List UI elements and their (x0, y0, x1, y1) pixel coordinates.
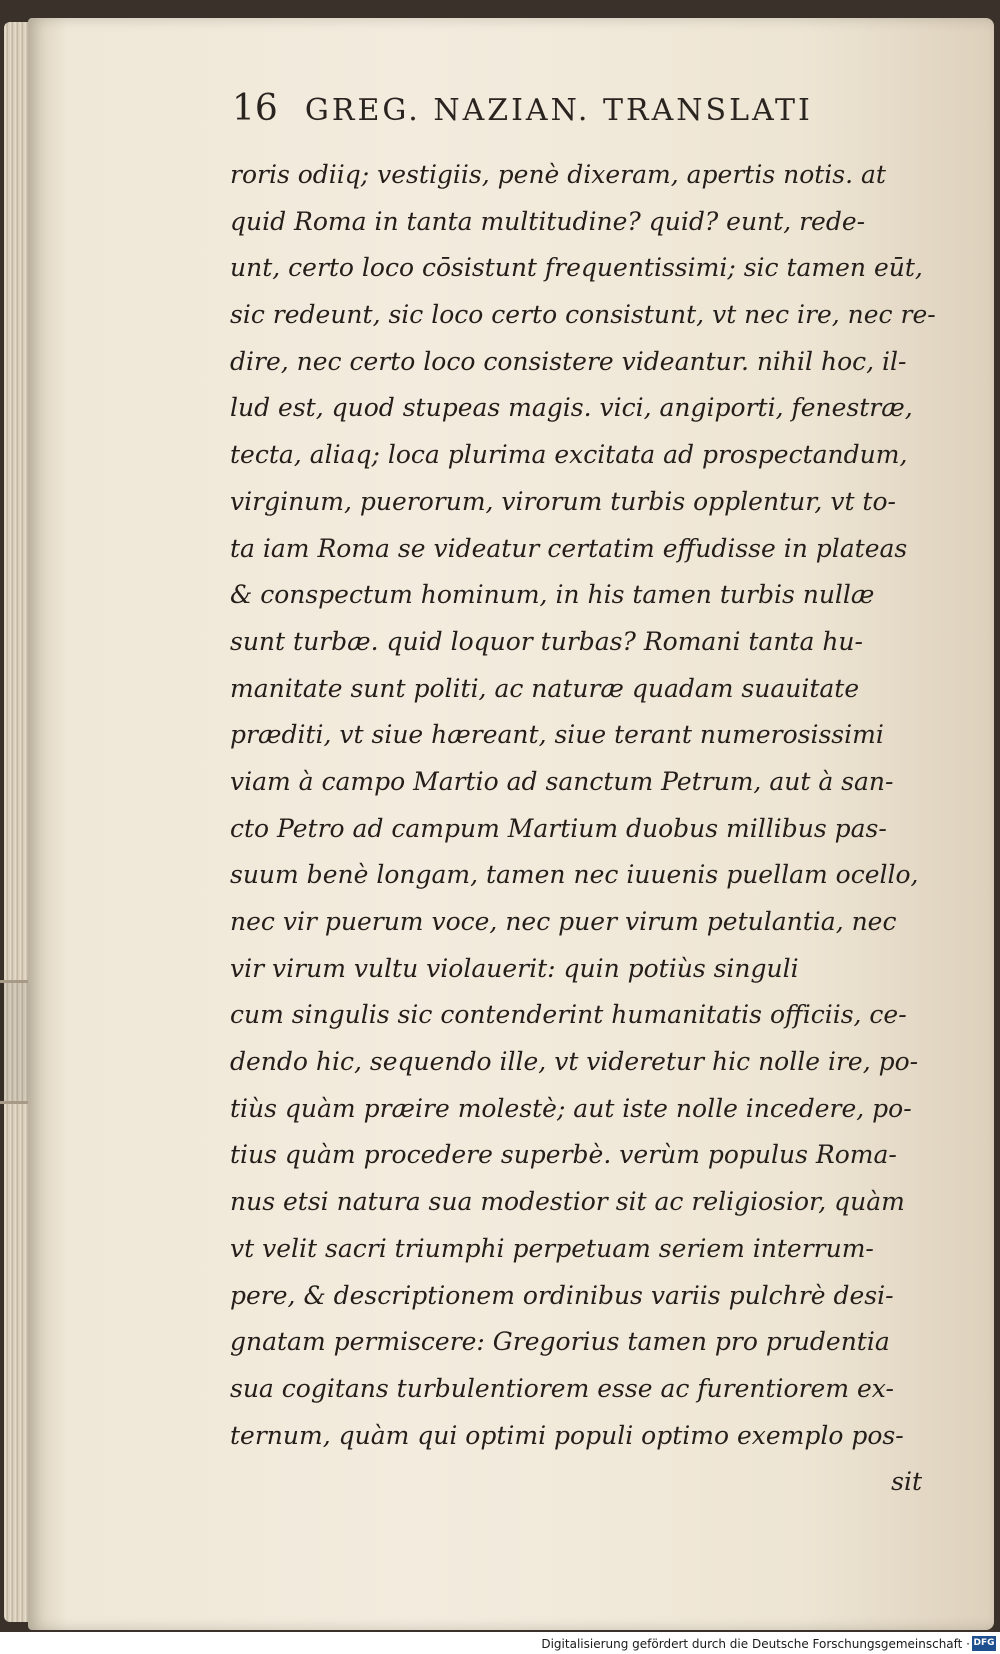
text-line: ternum, quàm qui optimi populi optimo exemplo pos- (230, 1420, 904, 1450)
text-line: vir virum vultu violauerit: quin potiùs singuli (230, 953, 799, 983)
text-line: virginum, puerorum, virorum turbis opplentur, vt to- (230, 486, 896, 516)
text-line: gnatam permiscere: Gregorius tamen pro prudentia (230, 1327, 890, 1357)
text-line: unt, certo loco cōsistunt frequentissimi; sic tamen eūt, (230, 253, 923, 283)
running-head: GREG. NAZIAN. TRANSLATI (304, 93, 813, 128)
dfg-logo: DFG (972, 1636, 996, 1651)
text-line: nec vir puerum voce, nec puer virum petulantia, nec (230, 907, 897, 936)
text-line: nus etsi natura sua modestior sit ac religiosior, quàm (230, 1187, 905, 1217)
text-line: roris odiiq; vestigiis, penè dixeram, apertis notis. at (230, 160, 886, 189)
text-line: sic redeunt, sic loco certo consistunt, vt nec ire, nec re- (230, 300, 936, 330)
text-line: quid Roma in tanta multitudine? quid? eunt, rede- (230, 206, 866, 236)
text-line: & conspectum hominum, in his tamen turbis nullæ (230, 580, 875, 610)
text-line: cto Petro ad campum Martium duobus millibus pas- (230, 813, 887, 843)
footer-credit: Digitalisierung gefördert durch die Deutsche Forschungsgemeinschaft · (541, 1637, 970, 1651)
text-line: suum benè longam, tamen nec iuuenis puellam ocello, (230, 860, 919, 890)
text-line: præditi, vt siue hæreant, siue terant numerosissimi (230, 720, 884, 750)
catchword: sit (891, 1467, 922, 1497)
text-line: ta iam Roma se videatur certatim effudisse in plateas (230, 533, 908, 563)
text-line: tius quàm procedere superbè. verùm populus Roma- (230, 1140, 897, 1170)
page-header (232, 88, 872, 138)
text-line: manitate sunt politi, ac naturæ quadam suauitate (230, 673, 860, 703)
text-line: dire, nec certo loco consistere videantur. nihil hoc, il- (230, 346, 907, 376)
text-line: tiùs quàm præire molestè; aut iste nolle incedere, po- (230, 1093, 912, 1123)
text-line: pere, & descriptionem ordinibus variis pulchrè desi- (230, 1280, 894, 1310)
text-line: viam à campo Martio ad sanctum Petrum, aut à san- (230, 766, 894, 796)
text-line: vt velit sacri triumphi perpetuam seriem interrum- (230, 1233, 874, 1263)
text-line: lud est, quod stupeas magis. vici, angiporti, fenestræ, (230, 393, 913, 423)
text-line: tecta, aliaq; loca plurima excitata ad prospectandum, (230, 440, 908, 470)
text-line: cum singulis sic contenderint humanitatis officiis, ce- (230, 1000, 907, 1030)
text-line: dendo hic, sequendo ille, vt videretur hic nolle ire, po- (230, 1047, 919, 1077)
page-number: 16 (232, 88, 278, 129)
body-text (230, 152, 942, 1506)
footer-bar (0, 1632, 1000, 1654)
text-line: sua cogitans turbulentiorem esse ac furentiorem ex- (230, 1373, 894, 1403)
text-line: sunt turbæ. quid loquor turbas? Romani tanta hu- (230, 626, 863, 656)
